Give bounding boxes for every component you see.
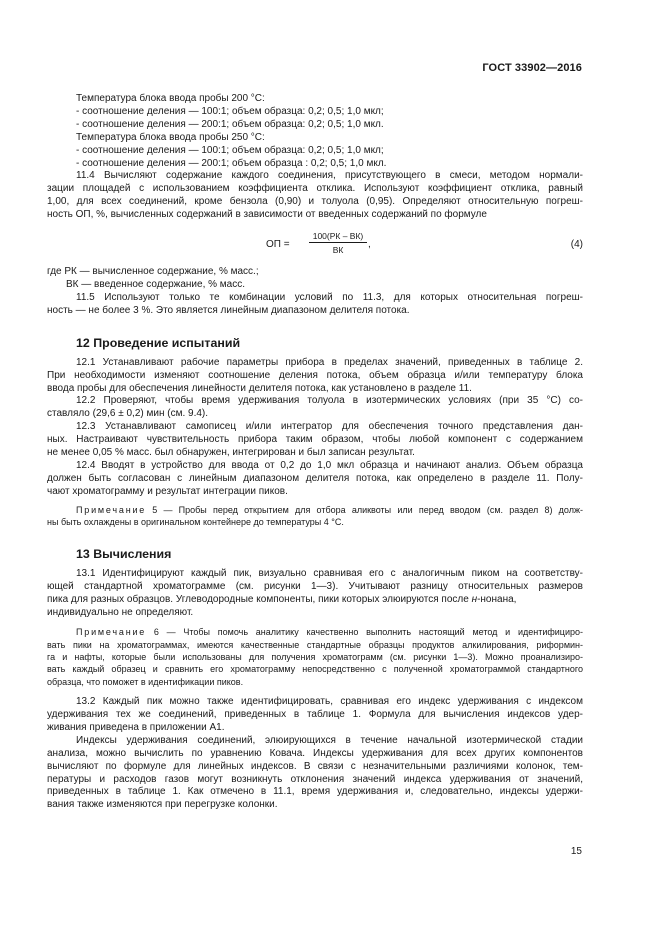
paragraph-11-4 xyxy=(47,170,583,222)
note-text: 6 — Чтобы помочь аналитику качественно выполнить настоящий метод и идентифициро- xyxy=(146,627,583,638)
text-line: - соотношение деления — 100:1; объем образца: 0,2; 0,5; 1,0 мкл; xyxy=(76,105,384,117)
formula-numerator: 100(РК – ВК) xyxy=(309,231,367,243)
text-line: ющей стандартной хроматограмме (см. рисунки 1—3). Учитывают разницу относительных размеров xyxy=(47,581,583,593)
formula-end: , xyxy=(368,239,371,251)
section-12-heading: 12 Проведение испытаний xyxy=(76,335,241,350)
formula-denominator: ВК xyxy=(332,245,344,256)
text-line: вания также изменяются при перегрузке колонки. xyxy=(47,799,278,811)
text-line: индивидуально не определяют. xyxy=(47,607,194,619)
paragraph-13-2-cont xyxy=(47,735,583,812)
paragraph-13-1 xyxy=(47,568,583,620)
text-line: удерживания тех же соединений, приведенных в таблице 1. Формула для вычисления индексов удер- xyxy=(47,709,583,721)
text-line xyxy=(47,626,583,638)
text-line: 12.3 Устанавливают самописец и/или интегратор для обеспечения точного представления дан- xyxy=(76,421,583,433)
paragraph-13-2 xyxy=(47,696,583,735)
note-6 xyxy=(47,626,583,688)
text-line: анализа, можно вычислить по уравнению Ковача. Индексы удерживания для всех других компонентов xyxy=(47,747,583,759)
formula-number: (4) xyxy=(570,239,583,251)
text-line: приведенных в таблице 1. Как отмечено в 11.1, время удерживания и, следовательно, индексы удержи- xyxy=(47,786,583,798)
text-line: чают хроматограмму и результат интеграции пиков. xyxy=(47,485,288,497)
note-text: 5 — Пробы перед открытием для отбора аликвоты или перед вводом (см. раздел 8) долж- xyxy=(146,504,583,515)
page-number: 15 xyxy=(570,846,582,857)
text-line: 13.2 Каждый пик можно также идентифицировать, сравнивая его индекс удерживания с индексом xyxy=(76,696,583,708)
standard-header: ГОСТ 33902—2016 xyxy=(482,62,582,74)
text-line: ность ОП, %, вычисленных содержаний в зависимости от введенных содержаний по формуле xyxy=(47,209,487,221)
text-line xyxy=(47,504,583,516)
text-line: - соотношение деления — 100:1; объем образца: 0,2; 0,5; 1,0 мкл; xyxy=(76,144,384,156)
text-span: -нонана, xyxy=(477,594,517,606)
text-line: Индексы удерживания соединений, элюирующихся в течение начальной изотермической стадии xyxy=(76,734,583,746)
section-13-heading: 13 Вычисления xyxy=(76,547,172,562)
text-line: 11.4 Вычисляют содержание каждого соединения, присутствующего в смеси, методом нормали- xyxy=(76,170,583,182)
text-line: вать каждый образец и сравнить его хроматограмму непосредственно с полученной хроматограммой стандартного xyxy=(47,664,583,675)
text-line: 11.5 Используют только те комбинации условий по 11.3, для которых относительная погреш- xyxy=(76,291,583,303)
text-line: 13.1 Идентифицируют каждый пик, визуально сравнивая его с аналогичным пиком на соответству- xyxy=(76,568,583,580)
text-line: - соотношение деления — 200:1; объем образца: 0,2; 0,5; 1,0 мкл. xyxy=(76,118,384,130)
paragraph-12-1 xyxy=(47,357,583,396)
text-line: 12.1 Устанавливают рабочие параметры прибора в пределах значений, приведенных в таблице 2. xyxy=(76,356,583,368)
text-line: ных. Настраивают чувствительность прибора таким образом, чтобы любой компонент с содержанием xyxy=(47,434,583,446)
inlet-temperature-list xyxy=(47,93,583,170)
note-label: Примечание xyxy=(76,504,147,515)
text-line: га и нафты, которые были использованы для получения хроматограмм (см. рисунки 1—3). Можно проанализиро- xyxy=(47,651,583,662)
text-line: Температура блока ввода пробы 200 °С: xyxy=(76,93,265,104)
text-line: 1,00, для всех соединений, кроме бензола (0,90) и толуола (0,95). Определяют относительную погреш- xyxy=(47,196,583,208)
formula-legend xyxy=(47,266,583,292)
text-line: ность — не более 3 %. Это является линейным диапазоном делителя потока. xyxy=(47,304,410,316)
text-line: ставляло (29,6 ± 0,2) мин (см. 9.4). xyxy=(47,408,209,420)
note-5 xyxy=(47,504,583,529)
note-label: Примечание xyxy=(76,627,147,638)
paragraph-12-3 xyxy=(47,421,583,460)
text-line: вычисляют по формуле для линейных индексов. В связи с незначительными различиями колонок, тем- xyxy=(47,760,583,772)
text-line: ны быть охлаждены в оригинальном контейнере до температуры 4 °С. xyxy=(47,517,344,528)
paragraph-12-4 xyxy=(47,460,583,499)
paragraph-11-5 xyxy=(47,292,583,318)
text-line: пературы и расходов газов могут возникнуть отклонения значений индекса удерживания от значений, xyxy=(47,773,583,785)
text-span: пика для разных образцов. Углеводородные компоненты, пики которых элюируются после xyxy=(47,594,469,606)
text-line: При необходимости изменяют соотношение деления потока, объем образца и/или температуру блока xyxy=(47,369,583,381)
formula-lhs: ОП = xyxy=(266,239,290,251)
text-line: ввода пробы для обеспечения линейности делителя потока, как установлено в разделе 11. xyxy=(47,382,472,394)
formula-fraction xyxy=(309,231,367,256)
text-line: 12.2 Проверяют, чтобы время удерживания толуола в изотермических условиях (при 35 °С) со- xyxy=(76,395,583,407)
formula-4 xyxy=(47,228,583,262)
italic-n: н xyxy=(468,594,478,606)
text-line: должен быть согласован с линейным диапазоном делителя потока, как определено в разделе 11. Полу- xyxy=(47,472,583,484)
text-line: вать пики на хроматограммах, имеются качественные стандартные образцы продуктов алкилирования, риформин- xyxy=(47,639,583,650)
text-line: 12.4 Вводят в устройство для ввода от 0,2 до 1,0 мкл образца и начинают анализ. Объем образца xyxy=(76,459,583,471)
text-line: зации площадей с использованием коэффициента отклика. Используют коэффициент отклика, равный xyxy=(47,183,583,195)
text-line: - соотношение деления — 200:1; объем образца : 0,2; 0,5; 1,0 мкл. xyxy=(76,157,387,169)
text-line: живания приведена в приложении А1. xyxy=(47,721,225,733)
page-content xyxy=(47,93,583,812)
text-line: где РК — вычисленное содержание, % масс.; xyxy=(47,266,259,278)
text-line xyxy=(47,594,583,607)
text-line: Температура блока ввода пробы 250 °С: xyxy=(76,131,265,143)
paragraph-12-2 xyxy=(47,395,583,421)
text-line: не менее 0,05 % масс. был обнаружен, интегрирован и был записан результат. xyxy=(47,447,415,459)
text-line: образца, что поможет в идентификации пиков. xyxy=(47,676,244,687)
text-line: ВК — введенное содержание, % масс. xyxy=(66,278,246,290)
